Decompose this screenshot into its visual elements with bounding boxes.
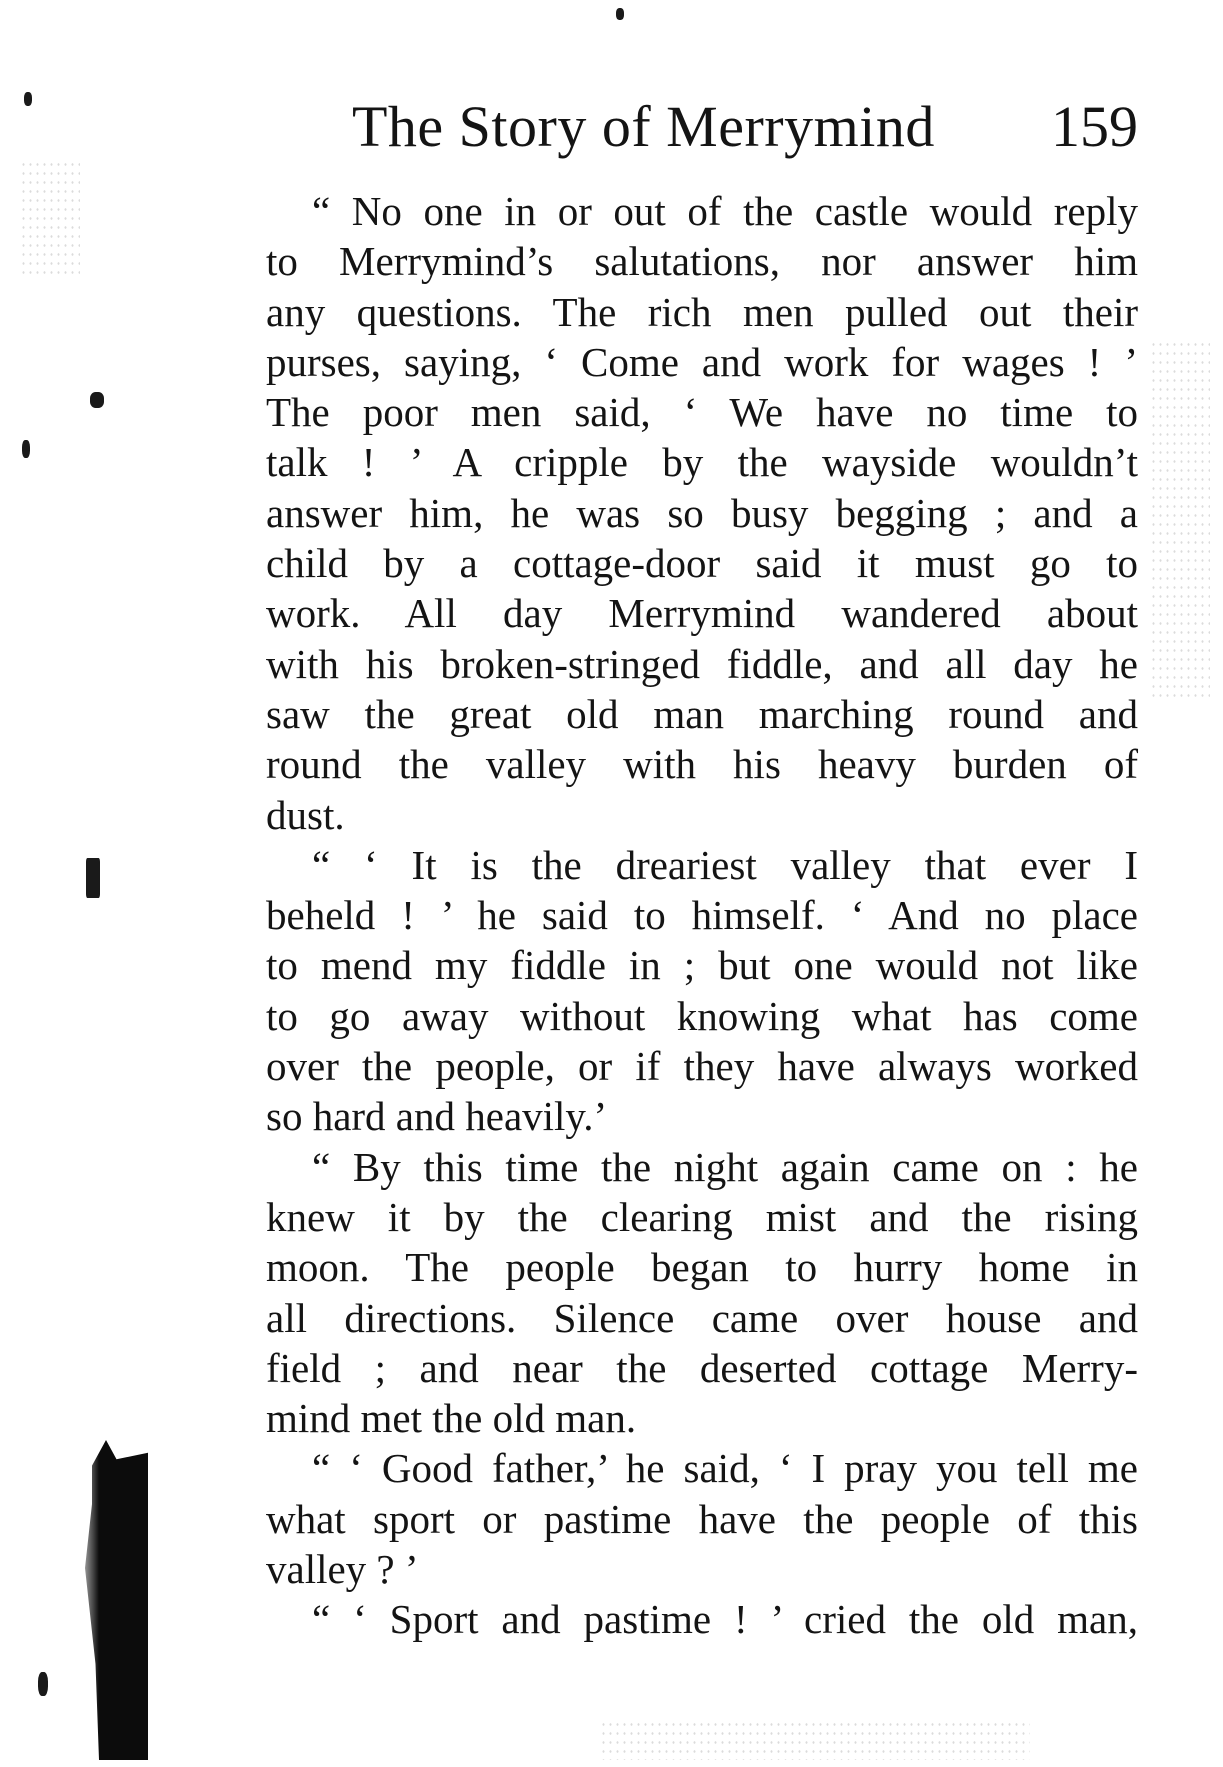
- text-line: “ By this time the night again came on : he: [312, 1143, 1138, 1190]
- running-title: The Story of Merrymind: [352, 94, 935, 159]
- text-line: to mend my fiddle in ; but one would not like: [266, 942, 1138, 989]
- text-line: moon. The people began to hurry home in: [266, 1244, 1138, 1291]
- scan-speck: [38, 1672, 48, 1696]
- scan-noise: [20, 160, 80, 280]
- text-line: dust.: [266, 791, 345, 838]
- text-line: all directions. Silence came over house and: [266, 1294, 1138, 1341]
- text-line: round the valley with his heavy burden of: [266, 741, 1138, 788]
- text-line: work. All day Merrymind wandered about: [266, 590, 1138, 637]
- binding-shadow: [78, 1440, 148, 1760]
- text-line: beheld ! ’ he said to himself. ‘ And no place: [266, 892, 1138, 939]
- text-line: valley ? ’: [266, 1546, 419, 1593]
- page-header: [352, 92, 1138, 162]
- scan-noise: [1150, 340, 1210, 700]
- text-line: purses, saying, ‘ Come and work for wages ! ’: [266, 338, 1138, 385]
- text-line: knew it by the clearing mist and the rising: [266, 1193, 1138, 1240]
- text-line: saw the great old man marching round and: [266, 690, 1138, 737]
- scan-noise: [600, 1720, 1030, 1760]
- body-text: [266, 186, 1138, 1645]
- text-line: The poor men said, ‘ We have no time to: [266, 389, 1138, 436]
- text-line: with his broken-stringed fiddle, and all day he: [266, 640, 1138, 687]
- scan-speck: [24, 92, 32, 106]
- text-line: what sport or pastime have the people of this: [266, 1495, 1138, 1542]
- text-line: to Merrymind’s salutations, nor answer him: [266, 238, 1138, 285]
- page-number: 159: [1051, 94, 1138, 159]
- scan-speck: [86, 858, 100, 898]
- text-line: “ ‘ Sport and pastime ! ’ cried the old man,: [312, 1596, 1138, 1643]
- scan-speck: [90, 392, 104, 408]
- text-line: mind met the old man.: [266, 1395, 637, 1442]
- text-line: answer him, he was so busy begging ; and a: [266, 489, 1138, 536]
- text-line: child by a cottage-door said it must go to: [266, 540, 1138, 587]
- scan-speck: [22, 440, 30, 458]
- text-line: so hard and heavily.’: [266, 1093, 608, 1140]
- text-line: “ ‘ Good father,’ he said, ‘ I pray you tell me: [312, 1445, 1138, 1492]
- text-line: field ; and near the deserted cottage Merry-: [266, 1344, 1138, 1391]
- text-line: over the people, or if they have always worked: [266, 1043, 1138, 1090]
- text-line: “ No one in or out of the castle would reply: [312, 188, 1138, 234]
- text-line: talk ! ’ A cripple by the wayside wouldn’t: [266, 439, 1138, 486]
- text-line: “ ‘ It is the dreariest valley that ever I: [312, 841, 1138, 888]
- scan-speck: [616, 8, 624, 20]
- text-line: any questions. The rich men pulled out their: [266, 288, 1138, 335]
- text-line: to go away without knowing what has come: [266, 992, 1138, 1039]
